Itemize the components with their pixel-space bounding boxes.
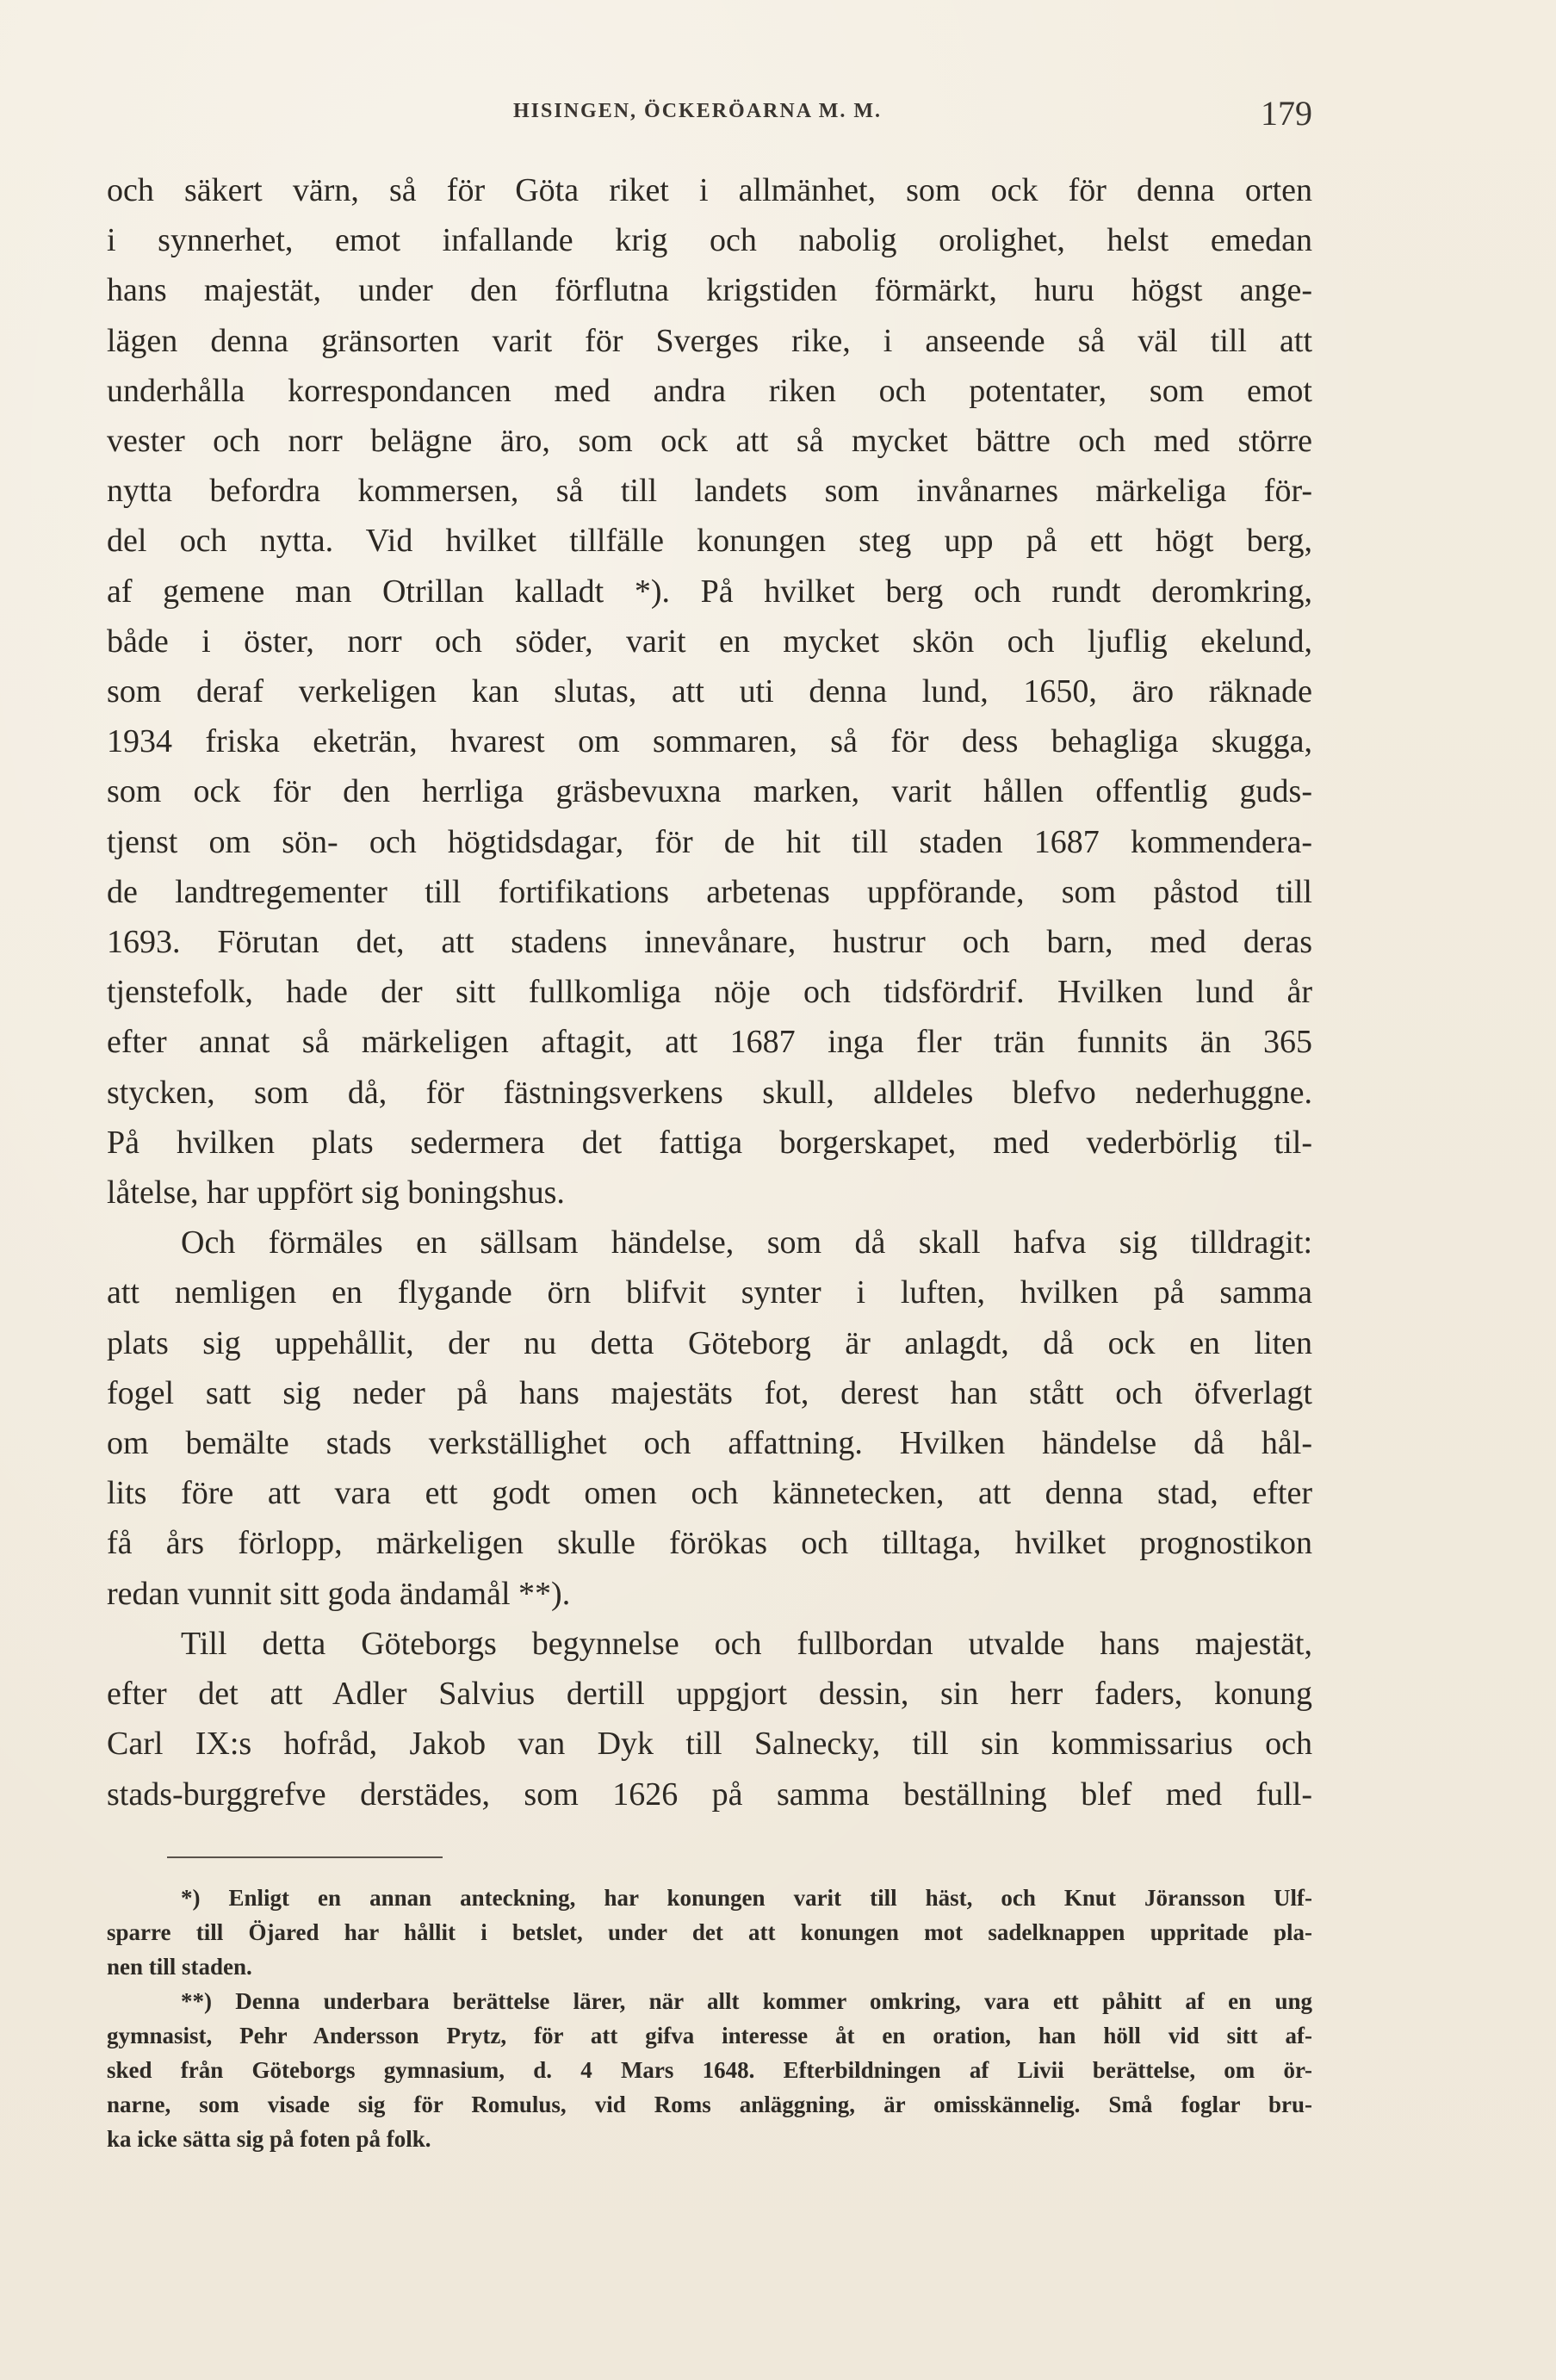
- text-line: På hvilken plats sedermera det fattiga borgerskapet, med vederbörlig til-: [107, 1124, 1312, 1161]
- footnote-line: sked från Göteborgs gymnasium, d. 4 Mars 1648. Efterbildningen af Livii berättelse, om ör-: [107, 2057, 1312, 2083]
- text-line: och säkert värn, så för Göta riket i allmänhet, som ock för denna orten: [107, 172, 1312, 208]
- text-line: låtelse, har uppfört sig boningshus.: [107, 1175, 565, 1212]
- page-number: 179: [1261, 94, 1312, 133]
- text-line: underhålla korrespondancen med andra riken och potentater, som emot: [107, 372, 1312, 409]
- text-line: Carl IX:s hofråd, Jakob van Dyk till Salnecky, till sin kommissarius och: [107, 1726, 1312, 1763]
- footnote-separator: [167, 1856, 443, 1858]
- text-line: i synnerhet, emot infallande krig och nabolig orolighet, helst emedan: [107, 222, 1312, 259]
- footnote-line: nen till staden.: [107, 1954, 252, 1980]
- main-text: [107, 165, 1312, 1819]
- text-line: lägen denna gränsorten varit för Sverges rike, i anseende så väl till att: [107, 322, 1312, 359]
- text-line: efter det att Adler Salvius dertill uppgjort dessin, sin herr faders, konung: [107, 1676, 1312, 1713]
- text-line: plats sig uppehållit, der nu detta Göteborg är anlagdt, då ock en liten: [107, 1324, 1312, 1361]
- text-line: redan vunnit sitt goda ändamål **).: [107, 1575, 571, 1612]
- footnote-line: **) Denna underbara berättelse lärer, när allt kommer omkring, vara ett påhitt af en ung: [181, 1988, 1312, 2014]
- text-line: efter annat så märkeligen aftagit, att 1687 inga fler trän funnits än 365: [107, 1024, 1312, 1061]
- text-line: fogel satt sig neder på hans majestäts fot, derest han stått och öfverlagt: [107, 1374, 1312, 1411]
- text-line: hans majestät, under den förflutna krigstiden förmärkt, huru högst ange-: [107, 272, 1312, 309]
- text-line: få års förlopp, märkeligen skulle förökas och tilltaga, hvilket prognostikon: [107, 1525, 1312, 1562]
- text-line: både i öster, norr och söder, varit en mycket skön och ljuflig ekelund,: [107, 623, 1312, 660]
- text-line: Till detta Göteborgs begynnelse och fullbordan utvalde hans majestät,: [181, 1625, 1312, 1662]
- text-line: tjenst om sön- och högtidsdagar, för de hit till staden 1687 kommendera-: [107, 823, 1312, 860]
- text-line: 1693. Förutan det, att stadens innevånare, hustrur och barn, med deras: [107, 924, 1312, 961]
- text-line: de landtregementer till fortifikations arbetenas uppförande, som påstod till: [107, 873, 1312, 910]
- text-line: att nemligen en flygande örn blifvit synter i luften, hvilken på samma: [107, 1274, 1312, 1311]
- text-line: 1934 friska eketrän, hvarest om sommaren, så för dess behagliga skugga,: [107, 723, 1312, 760]
- text-line: stycken, som då, för fästningsverkens skull, alldeles blefvo nederhuggne.: [107, 1074, 1312, 1111]
- footnote-line: sparre till Öjared har hållit i betslet, under det att konungen mot sadelknappen uppritade pla-: [107, 1919, 1312, 1945]
- text-line: som deraf verkeligen kan slutas, att uti denna lund, 1650, äro räknade: [107, 673, 1312, 710]
- text-line: lits före att vara ett godt omen och kännetecken, att denna stad, efter: [107, 1475, 1312, 1512]
- footnote-line: gymnasist, Pehr Andersson Prytz, för att gifva interesse åt en oration, han höll vid sitt af-: [107, 2023, 1312, 2048]
- running-head: HISINGEN, ÖCKERÖARNA M. M.: [513, 100, 883, 122]
- text-line: tjenstefolk, hade der sitt fullkomliga nöje och tidsfördrif. Hvilken lund år: [107, 974, 1312, 1011]
- footnotes: [107, 1881, 1312, 2156]
- footnote-line: narne, som visade sig för Romulus, vid Roms anläggning, är omisskännelig. Små foglar bru-: [107, 2092, 1312, 2117]
- text-line: om bemälte stads verkställighet och affattning. Hvilken händelse då hål-: [107, 1425, 1312, 1462]
- text-line: som ock för den herrliga gräsbevuxna marken, varit hållen offentlig guds-: [107, 773, 1312, 810]
- text-line: nytta befordra kommersen, så till landets som invånarnes märkeliga för-: [107, 473, 1312, 510]
- text-line: Och förmäles en sällsam händelse, som då skall hafva sig tilldragit:: [181, 1224, 1312, 1261]
- footnote-line: ka icke sätta sig på foten på folk.: [107, 2126, 431, 2152]
- text-line: vester och norr belägne äro, som ock att så mycket bättre och med större: [107, 423, 1312, 460]
- text-line: af gemene man Otrillan kalladt *). På hvilket berg och rundt deromkring,: [107, 573, 1312, 610]
- footnote-line: *) Enligt en annan anteckning, har konungen varit till häst, och Knut Jöransson Ulf-: [181, 1885, 1312, 1911]
- text-line: stads-burggrefve derstädes, som 1626 på samma beställning blef med full-: [107, 1776, 1312, 1813]
- text-line: del och nytta. Vid hvilket tillfälle konungen steg upp på ett högt berg,: [107, 523, 1312, 560]
- page-header: [107, 93, 1312, 136]
